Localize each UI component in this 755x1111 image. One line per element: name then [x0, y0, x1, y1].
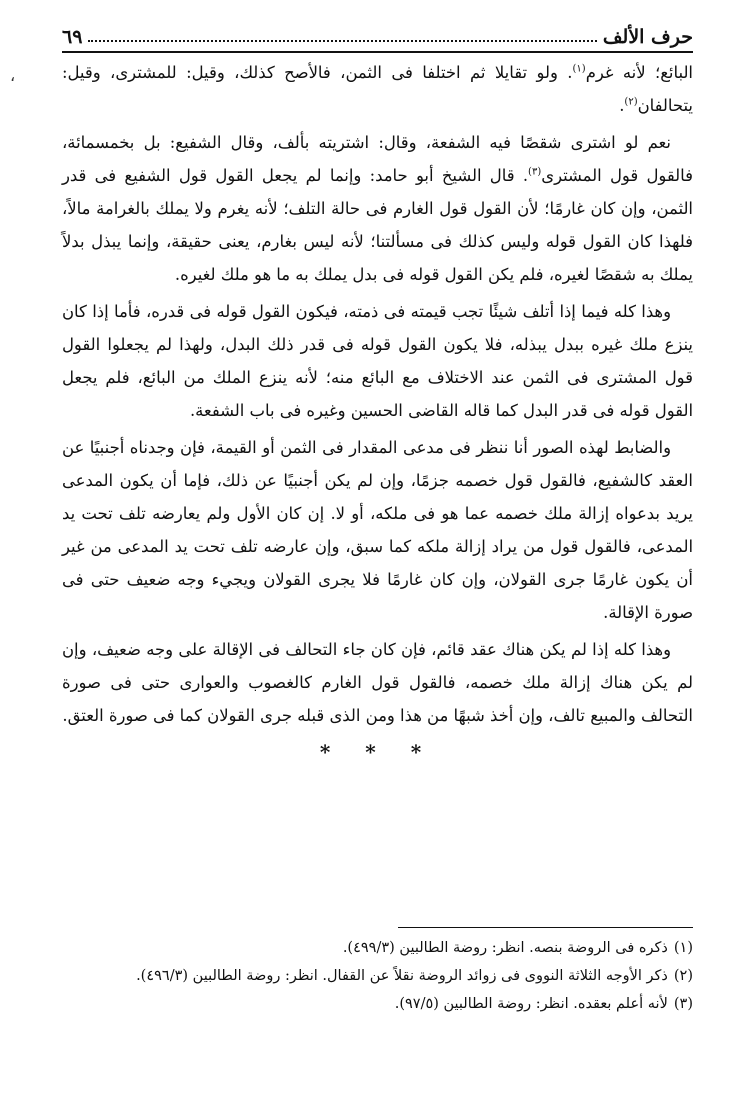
paragraph-1 — [62, 56, 693, 122]
header-dot-leader — [88, 40, 596, 42]
footnote-ref-3[interactable]: (٣) — [528, 166, 542, 178]
header-rule — [62, 51, 693, 53]
footnote-ref-1[interactable]: (١) — [572, 63, 586, 75]
footnotes — [62, 934, 693, 1018]
footnote-text: ذكره فى الروضة بنصه. انظر: روضة الطالبين (٤٩٩/٣). — [342, 940, 668, 956]
text-run: والضابط لهذه الصور أنا ننظر فى مدعى المقدار فى الثمن أو القيمة، فإن وجدناه أجنبيًا عن العقد كالشفيع، فالقول قول خصمه جزمًا، وإن لم يكن أجنبيًا عن ذلك، فإما أن يكون المدعى يريد بدعواه إزالة ملك خصمه عما هو فى ملكه، أو لا. إن كان الأول ولم يعارضه تلف تحت يد المدعى، فالقول قول من يراد إزالة ملكه كما سبق، وإن عارضه تلف تحت يد المدعى من غير أن يكون غارمًا جرى القولان، وإن كان غارمًا فلا يجرى القولان ويجيء وجه ضعيف حتى فى صورة الإقالة. — [62, 438, 693, 622]
paragraph-3 — [62, 295, 693, 427]
text-run: وهذا كله إذا لم يكن هناك عقد قائم، فإن كان جاء التحالف فى الإقالة على وجه ضعيف، وإن لم يكن هناك إزالة ملك خصمه، فالقول قول الغارم كالغصوب والعوارى حتى فى صورة التحالف والمبيع تالف، وإن أخذ شبهًا من هذا ومن الذى قبله جرى القولان كما فى صورة العتق. — [62, 640, 693, 725]
margin-mark: ، — [10, 66, 16, 85]
footnote-ref-2[interactable]: (٢) — [624, 96, 638, 108]
text-run: نعم لو اشترى شقصًا فيه الشفعة، وقال: اشتريته بألف، وقال الشفيع: بل بخمسمائة، فالقول قول المشترى — [62, 133, 693, 185]
paragraph-4 — [62, 431, 693, 629]
footnote-2 — [62, 962, 693, 990]
footnote-number: (٣) — [673, 996, 693, 1012]
text-run: . ولو تقايلا ثم اختلفا فى الثمن، فالأصح كذلك، وقيل: للمشترى، وقيل: يتحالفان — [62, 63, 693, 115]
footnote-rule — [398, 927, 693, 928]
page-number: ٦٩ — [62, 26, 83, 48]
paragraph-5 — [62, 633, 693, 732]
footnote-1 — [62, 934, 693, 962]
text-run: وهذا كله فيما إذا أتلف شيئًا تجب قيمته فى ذمته، فيكون القول قوله فى قدره، فأما إذا كان ينزع ملك غيره ببدل يبذله، فلا يكون القول قوله فى قدر ذلك البدل، ولهذا لم يجعلوا القول قول المشترى فى الثمن عند الاختلاف مع البائع منه؛ لأنه ينزع الملك من البائع، فلم يجعل القول قوله فى قدر البدل كما قاله القاضى الحسين وغيره فى باب الشفعة. — [62, 302, 693, 420]
footnote-number: (٢) — [673, 968, 693, 984]
running-header — [62, 14, 693, 48]
footnote-number: (١) — [673, 940, 693, 956]
footnote-text: لأنه أعلم بعقده. انظر: روضة الطالبين (٩٧/٥). — [394, 996, 668, 1012]
text-run: البائع؛ لأنه غرم — [585, 63, 693, 82]
footnote-text: ذكر الأوجه الثلاثة النووى فى زوائد الروضة نقلاً عن القفال. انظر: روضة الطالبين (٤٩٦/٣). — [136, 968, 668, 984]
main-text — [62, 56, 693, 769]
section-separator: * * * — [319, 740, 436, 764]
footnote-3 — [62, 990, 693, 1018]
text-run: . — [619, 96, 625, 115]
chapter-title: حرف الألف — [602, 26, 693, 48]
paragraph-2 — [62, 126, 693, 291]
text-run: . قال الشيخ أبو حامد: وإنما لم يجعل القول قول الشفيع فى قدر الثمن، وإن كان غارمًا؛ لأن القول قول الغارم فى حالة التلف؛ لأنه يغرم ولا يملك بالغرامة مالاً، فلهذا كان القول قوله وليس كذلك فى مسألتنا؛ لأنه ليس بغارم، يعنى حقيقة، وإنما يبذل بدلاً يملك به شقصًا لغيره، فلم يكن القول قوله فى بدل يملك به ما هو ملك لغيره. — [62, 166, 693, 284]
